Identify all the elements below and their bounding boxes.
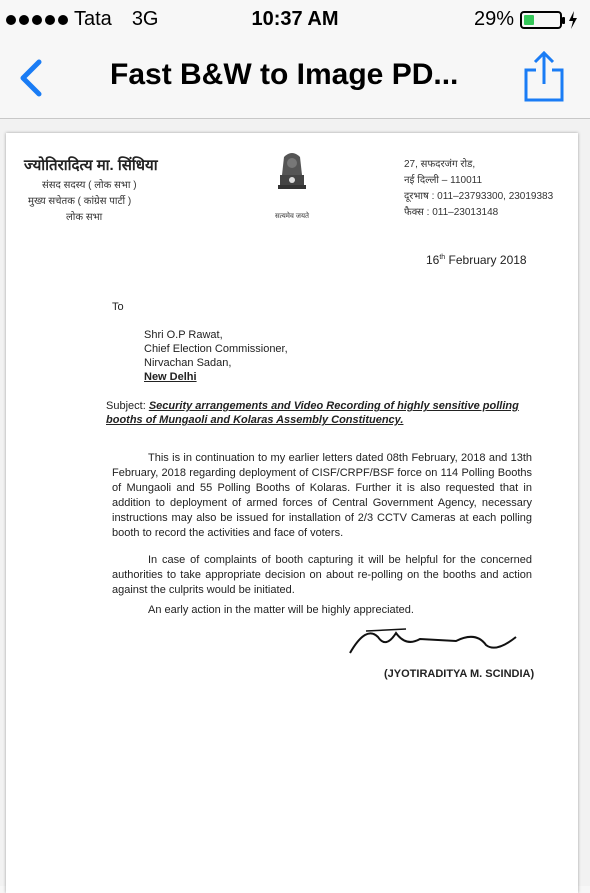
share-icon xyxy=(522,50,566,104)
document-viewer[interactable] xyxy=(0,119,590,886)
date-suffix: th xyxy=(439,254,446,261)
body-paragraph-2: In case of complaints of booth capturing it will be helpful for the concerned authorities to take appropriate decision on about re-polling on the booths and action against the culprits would be initiated. xyxy=(112,554,532,596)
letter-page xyxy=(6,133,578,893)
battery-fill xyxy=(524,15,534,25)
battery-group xyxy=(474,8,578,31)
national-emblem xyxy=(272,149,312,219)
recipient-designation: Chief Election Commissioner, xyxy=(144,343,288,355)
navigation-bar xyxy=(0,38,590,119)
battery-icon xyxy=(520,11,562,29)
recipient-name: Shri O.P Rawat, xyxy=(144,329,223,341)
ashoka-emblem-icon xyxy=(272,149,312,207)
letterhead-line-1: संसद सदस्य ( लोक सभा ) xyxy=(42,180,137,191)
body-paragraph-3: An early action in the matter will be highly appreciated. xyxy=(148,604,414,616)
address-line: दूरभाष : 011–23793300, 23019383 xyxy=(404,191,554,202)
status-time: 10:37 AM xyxy=(251,8,339,30)
salutation-to: To xyxy=(112,301,124,313)
status-bar xyxy=(0,0,590,38)
date-rest: February 2018 xyxy=(445,253,527,267)
address-line: 27, सफदरजंग रोड, xyxy=(404,159,476,170)
carrier-name: Tata xyxy=(74,8,112,30)
letter-date xyxy=(426,253,527,267)
address-line: नई दिल्ली – 110011 xyxy=(404,175,483,186)
subject-text: Security arrangements and Video Recording of highly sensitive polling booths of Mungaoli and Kolaras Assembly Constituency. xyxy=(106,400,519,426)
letterhead-line-3: लोक सभा xyxy=(66,212,103,223)
signatory-name: (JYOTIRADITYA M. SCINDIA) xyxy=(384,668,535,680)
subject-label: Subject: xyxy=(106,400,146,412)
share-button[interactable] xyxy=(522,50,566,104)
recipient-office: Nirvachan Sadan, xyxy=(144,357,232,369)
network-type: 3G xyxy=(131,8,159,30)
charging-bolt-icon xyxy=(568,11,578,29)
letterhead-name: ज्योतिरादित्य मा. सिंधिया xyxy=(24,157,158,174)
battery-percent: 29% xyxy=(473,8,514,30)
emblem-motto: सत्यमेव जयते xyxy=(274,213,310,220)
body-paragraph-1: This is in continuation to my earlier letters dated 08th February, 2018 and 13th February, 2018 regarding deployment of CISF/CRPF/BSF force on 114 Polling Booths of Mungaoli and 55 Polling Booths of Kolaras. Further it is also requested that in addition to deployment of armed forces of Central Government Agency, necessary instructions may also be issued for installation of 2/3 CCTV Cameras at each polling booth to record the activities and face of voters. xyxy=(112,452,532,539)
date-day: 16 xyxy=(426,253,440,267)
address-line: फैक्स : 011–23013148 xyxy=(404,207,499,218)
chevron-left-icon xyxy=(12,56,52,100)
subject-line xyxy=(106,399,546,427)
recipient-block xyxy=(144,328,288,384)
handwritten-signature xyxy=(346,623,526,663)
back-button[interactable] xyxy=(12,56,52,100)
letterhead-line-2: मुख्य सचेतक ( कांग्रेस पार्टी ) xyxy=(28,196,132,207)
address-block xyxy=(404,157,553,221)
document-title: Fast B&W to Image PD... xyxy=(110,58,459,91)
recipient-city: New Delhi xyxy=(144,371,197,383)
